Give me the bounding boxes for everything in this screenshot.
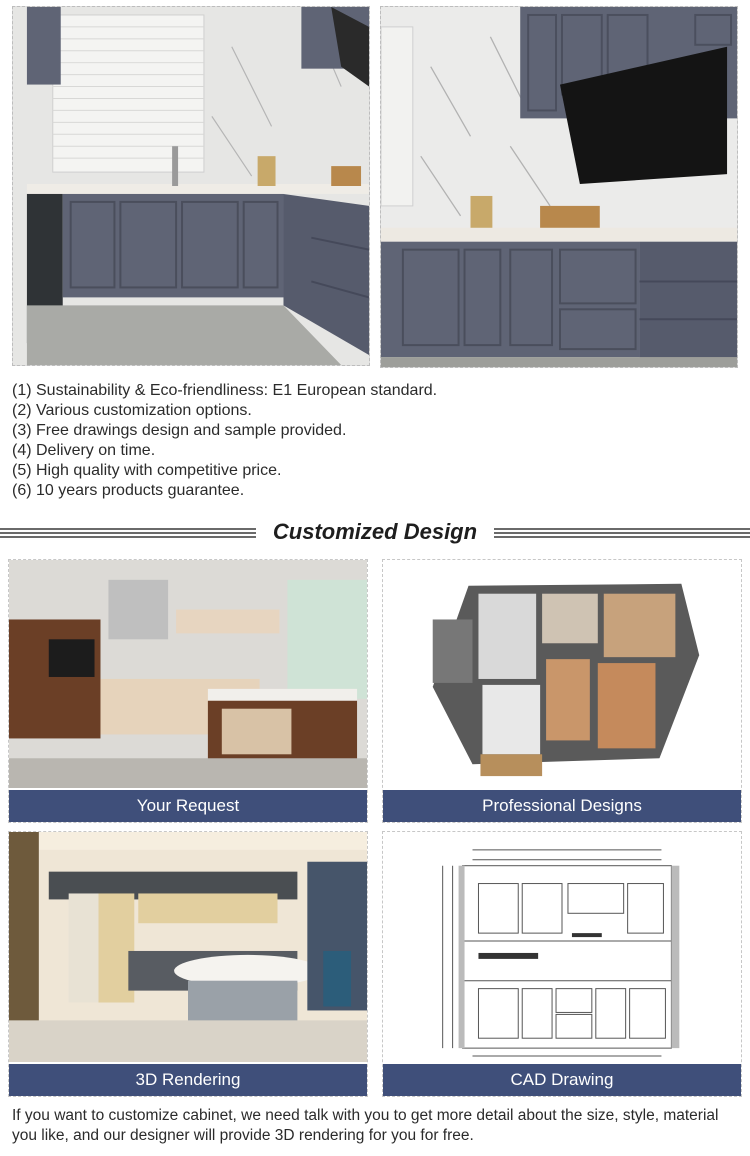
- card-professional-designs: [382, 559, 742, 823]
- card-cad-drawing: [382, 831, 742, 1097]
- card-caption: CAD Drawing: [383, 1064, 741, 1096]
- feature-item: (6) 10 years products guarantee.: [12, 482, 245, 499]
- floor-plan-image: [383, 560, 741, 788]
- kitchen-photo-right: [380, 6, 738, 368]
- card-caption: 3D Rendering: [9, 1064, 367, 1096]
- section-header: [0, 516, 750, 550]
- kitchen-photo-left: [12, 6, 370, 366]
- feature-list: [12, 381, 732, 501]
- section-title: Customized Design: [272, 519, 478, 544]
- card-3d-rendering: [8, 831, 368, 1097]
- divider-left: [0, 528, 256, 538]
- divider-right: [494, 528, 750, 538]
- kitchen-render-image: [9, 560, 367, 788]
- 3d-rendering-image: [9, 832, 367, 1062]
- card-your-request: [8, 559, 368, 823]
- card-caption: Professional Designs: [383, 790, 741, 822]
- footer-description: If you want to customize cabinet, we need talk with you to get more detail about the size, style, material you like, and our designer will provide 3D rendering for you for free.: [12, 1107, 719, 1144]
- feature-item: (3) Free drawings design and sample provided.: [12, 422, 347, 439]
- card-caption: Your Request: [9, 790, 367, 822]
- feature-item: (1) Sustainability & Eco-friendliness: E1 European standard.: [12, 382, 438, 399]
- cad-drawing-image: [383, 832, 741, 1062]
- feature-item: (5) High quality with competitive price.: [12, 462, 282, 479]
- feature-item: (4) Delivery on time.: [12, 442, 156, 459]
- feature-item: (2) Various customization options.: [12, 402, 252, 419]
